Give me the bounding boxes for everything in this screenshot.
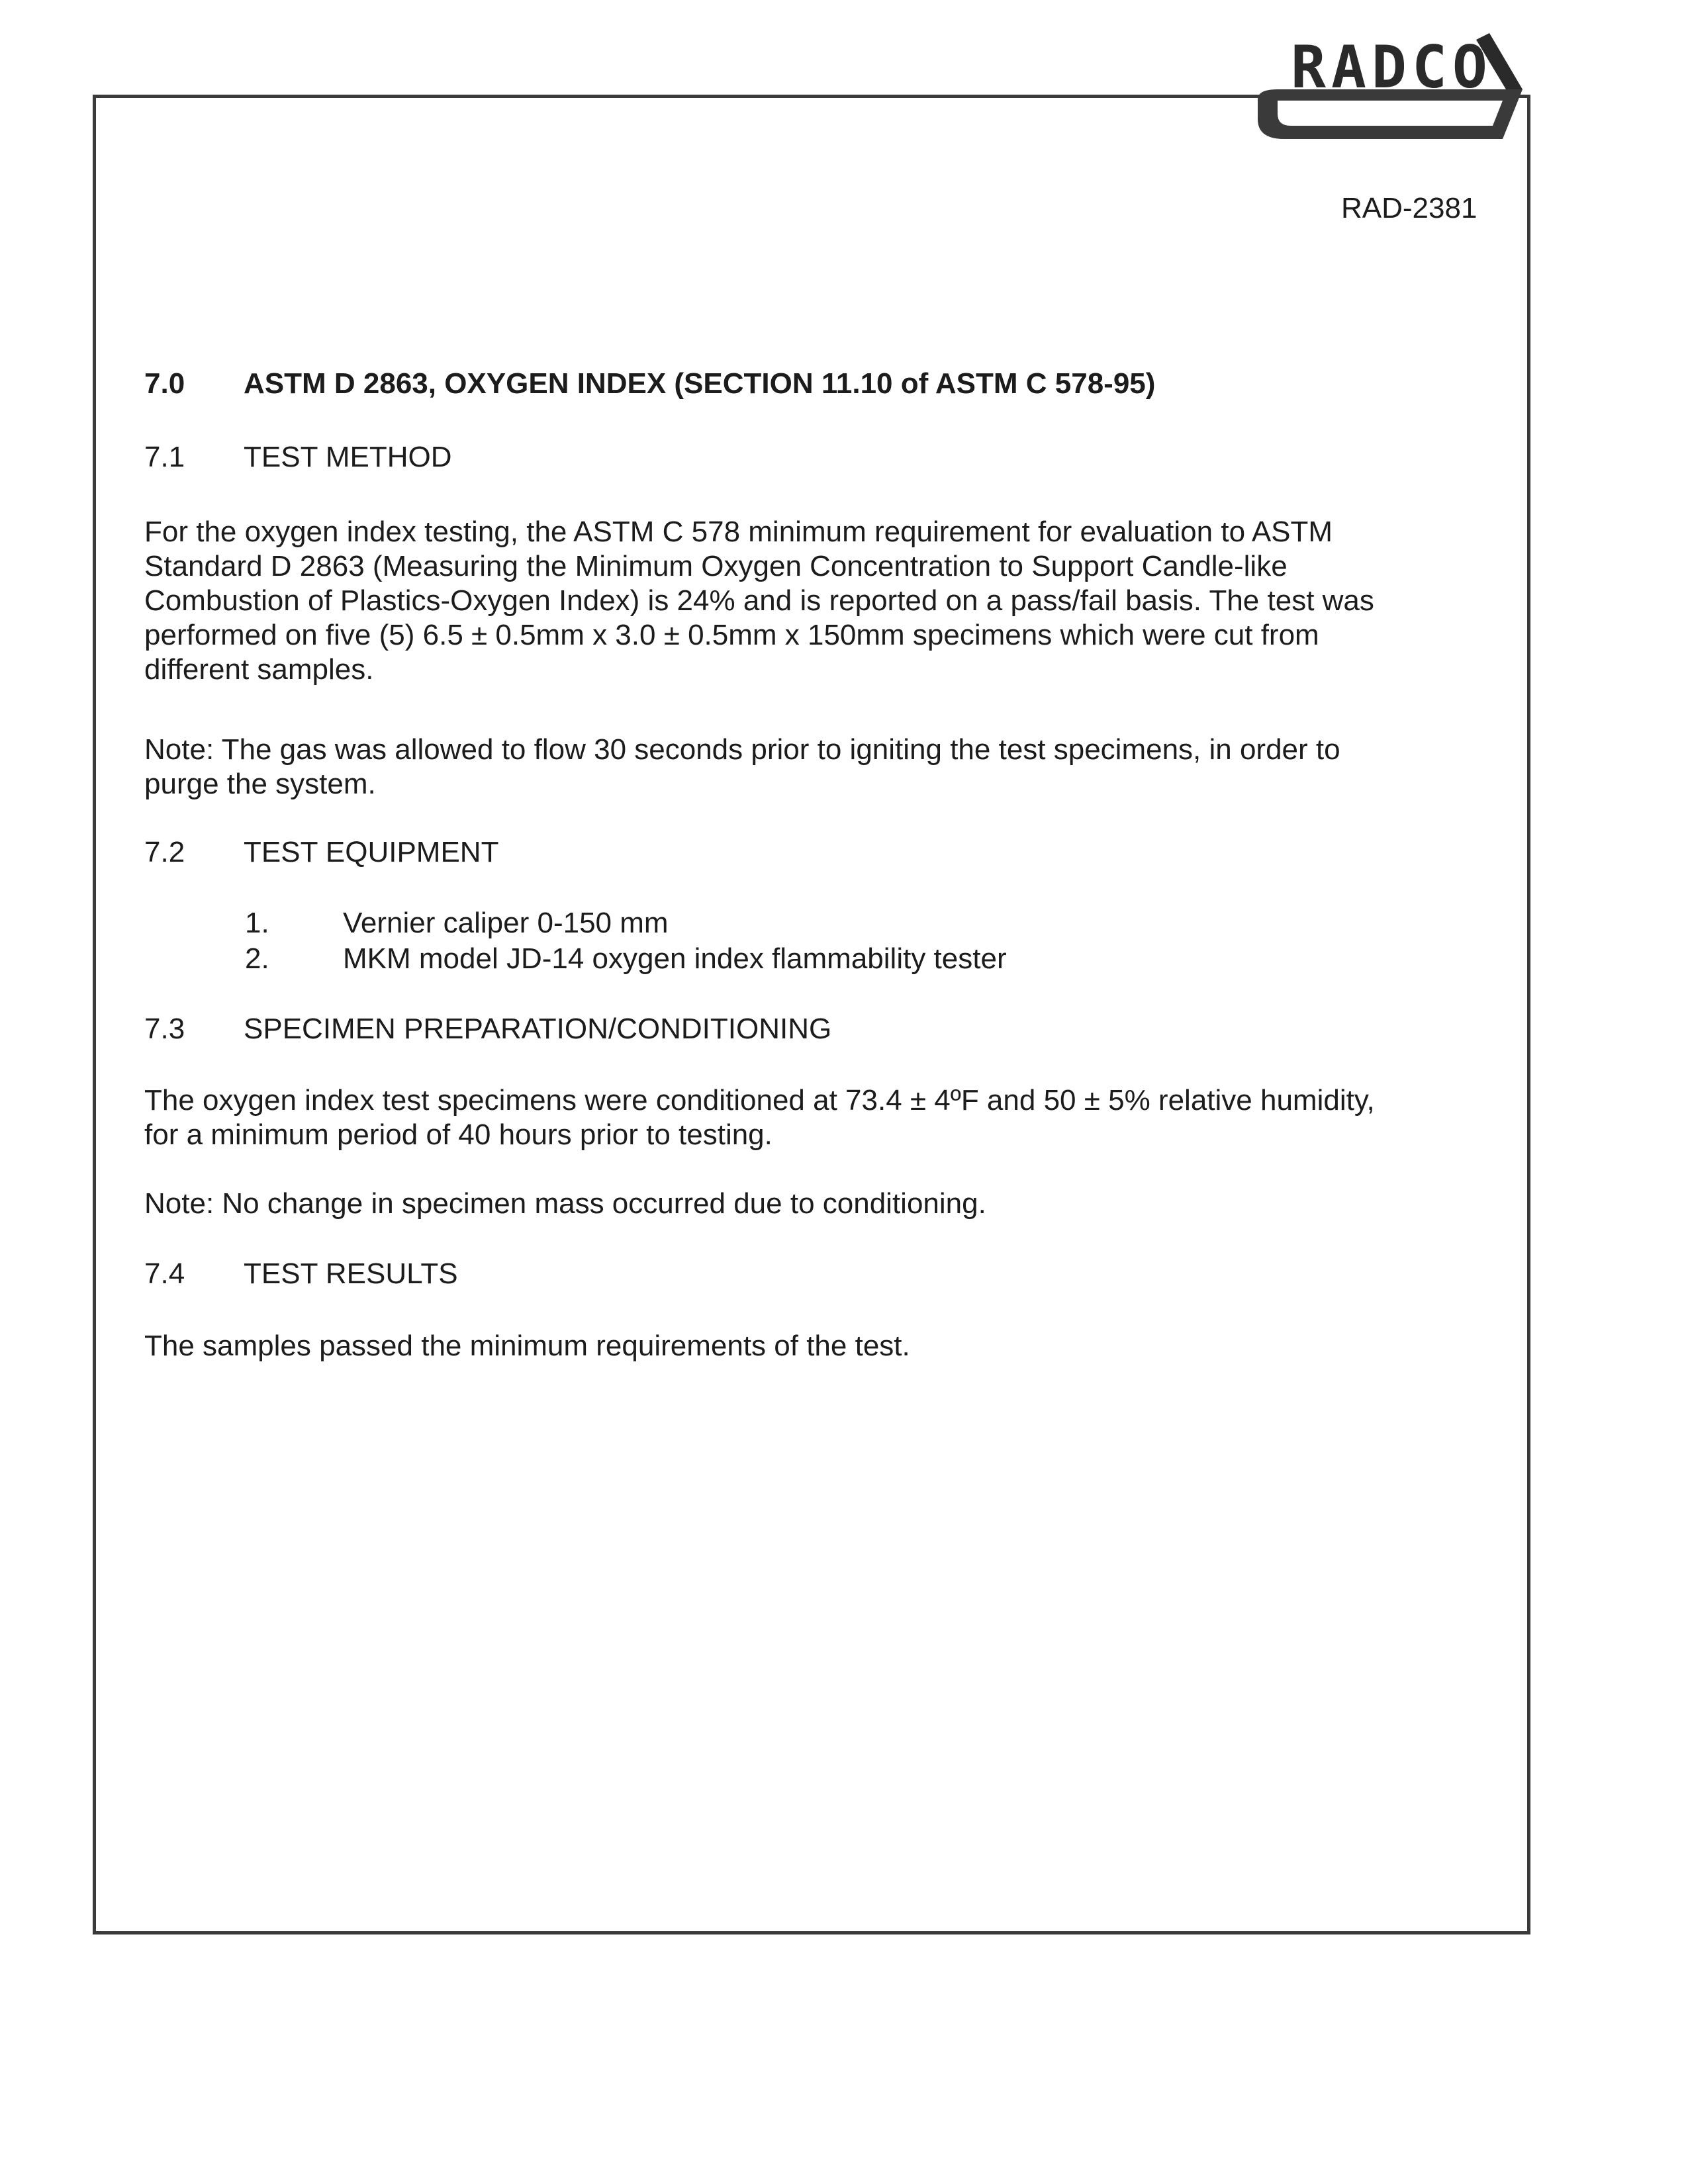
- logo-text: RADCO: [1291, 33, 1493, 101]
- note-line: purge the system.: [144, 768, 376, 800]
- section-7-3-title: SPECIMEN PREPARATION/CONDITIONING: [244, 1013, 832, 1045]
- section-7-1-number: 7.1: [144, 441, 185, 473]
- note-line: Note: The gas was allowed to flow 30 seconds prior to igniting the test specimens, in order to: [144, 733, 1340, 766]
- section-7-1-title: TEST METHOD: [244, 441, 452, 473]
- paragraph-line: for a minimum period of 40 hours prior to testing.: [144, 1118, 773, 1151]
- section-7-2-number: 7.2: [144, 836, 185, 868]
- section-7-0-title: ASTM D 2863, OXYGEN INDEX (SECTION 11.10 of ASTM C 578-95): [244, 367, 1156, 400]
- equipment-item-1-text: Vernier caliper 0-150 mm: [343, 907, 669, 939]
- paragraph-line: Combustion of Plastics-Oxygen Index) is 24% and is reported on a pass/fail basis. The test was: [144, 584, 1374, 617]
- paragraph-line: Standard D 2863 (Measuring the Minimum Oxygen Concentration to Support Candle-like: [144, 550, 1288, 582]
- paragraph-line: The oxygen index test specimens were conditioned at 73.4 ± 4ºF and 50 ± 5% relative humidity,: [144, 1084, 1375, 1116]
- paragraph-line: For the oxygen index testing, the ASTM C 578 minimum requirement for evaluation to ASTM: [144, 516, 1333, 548]
- document-id: RAD-2381: [1341, 192, 1477, 224]
- paragraph-line: performed on five (5) 6.5 ± 0.5mm x 3.0 ± 0.5mm x 150mm specimens which were cut from: [144, 619, 1319, 651]
- section-7-1-paragraph: [144, 515, 1374, 687]
- paragraph-line: different samples.: [144, 653, 374, 686]
- section-7-2-title: TEST EQUIPMENT: [244, 836, 499, 868]
- section-7-3-note: Note: No change in specimen mass occurred due to conditioning.: [144, 1187, 986, 1220]
- section-7-3-number: 7.3: [144, 1013, 185, 1045]
- section-7-0-number: 7.0: [144, 367, 185, 400]
- section-7-4-paragraph: The samples passed the minimum requirements of the test.: [144, 1330, 910, 1362]
- section-7-3-paragraph: [144, 1083, 1375, 1152]
- section-7-4-number: 7.4: [144, 1257, 185, 1290]
- equipment-item-2-text: MKM model JD-14 oxygen index flammability tester: [343, 942, 1007, 975]
- equipment-item-1-number: 1.: [245, 907, 269, 939]
- section-7-4-title: TEST RESULTS: [244, 1257, 458, 1290]
- equipment-item-2-number: 2.: [245, 942, 269, 975]
- section-7-1-note: [144, 733, 1340, 801]
